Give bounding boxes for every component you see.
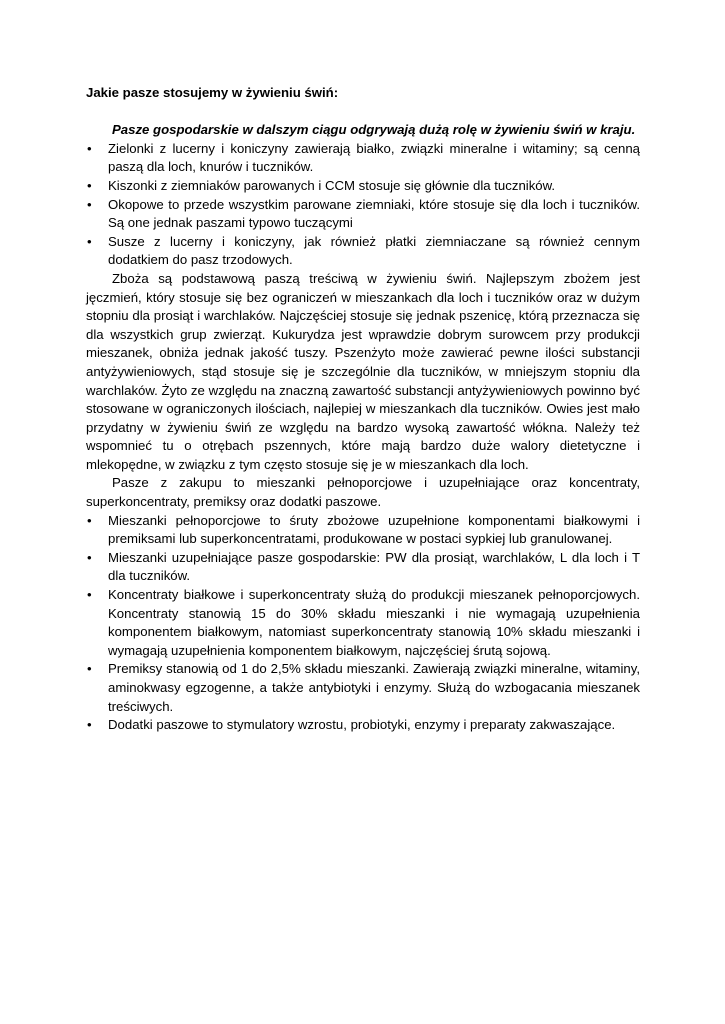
list-item: • Susze z lucerny i koniczyny, jak również płatki ziemniaczane są również cennym dodatkiem do pasz trzodowych. (86, 233, 640, 270)
grains-paragraph: Zboża są podstawową paszą treściwą w żywieniu świń. Najlepszym zbożem jest jęczmień, który stosuje się bez ograniczeń w mieszankach dla loch i tuczników oraz w dużym stopniu dla prosiąt i warchlaków. Najczęściej stosuje się jednak pszenicę, którą przeznacza się dla wszystkich grup zwierząt. Kukurydza jest wprawdzie dobrym surowcem przy produkcji mieszanek, obniża jednak jakość tuszy. Pszenżyto może zawierać pewne ilości substancji antyżywieniowych, stąd stosuje się je szczególnie dla tuczników, w mniejszym stopniu dla warchlaków. Żyto ze względu na znaczną zawartość substancji antyżywieniowych powinno być stosowane w ograniczonych ilościach, najlepiej w mieszankach dla tuczników. Owies jest mało przydatny w żywieniu świń ze względu na bardzo wysoką zawartość włókna. Należy też wspomnieć tu o otrębach pszennych, które mają bardzo duże walory dietetyczne i mlekopędne, w związku z tym często stosuje się je w mieszankach dla loch. (86, 270, 640, 472)
list-item: • Okopowe to przede wszystkim parowane ziemniaki, które stosuje się dla loch i tuczników. Są one jednak paszami typowo tuczącymi (86, 196, 640, 233)
list-item: • Kiszonki z ziemniaków parowanych i CCM stosuje się głównie dla tuczników. (86, 177, 640, 196)
purchased-feeds-list (86, 512, 640, 735)
list-item: • Mieszanki uzupełniające pasze gospodarskie: PW dla prosiąt, warchlaków, L dla loch i T dla tuczników. (86, 549, 640, 586)
farm-feeds-list (86, 140, 640, 270)
list-item: • Koncentraty białkowe i superkoncentraty służą do produkcji mieszanek pełnoporcjowych. Koncentraty stanowią 15 do 30% składu mieszanki i nie wymagają uzupełnienia komponentem białkowym, natomiast superkoncentraty stanowią 10% składu mieszanki i wymagają uzupełnienia komponentem białkowym, najczęściej śrutą sojową. (86, 586, 640, 660)
list-item: • Zielonki z lucerny i koniczyny zawierają białko, związki mineralne i witaminy; są cenną paszą dla loch, knurów i tuczników. (86, 140, 640, 177)
purchased-feeds-paragraph: Pasze z zakupu to mieszanki pełnoporcjowe i uzupełniające oraz koncentraty, superkoncentraty, premiksy oraz dodatki paszowe. (86, 475, 640, 510)
list-item: • Dodatki paszowe to stymulatory wzrostu, probiotyki, enzymy i preparaty zakwaszające. (86, 716, 640, 735)
list-item: • Mieszanki pełnoporcjowe to śruty zbożowe uzupełnione komponentami białkowymi i premiksami lub superkoncentratami, produkowane w postaci sypkiej lub granulowanej. (86, 512, 640, 549)
list-item: • Premiksy stanowią od 1 do 2,5% składu mieszanki. Zawierają związki mineralne, witaminy, aminokwasy egzogenne, a także antybiotyki i enzymy. Służą do wzbogacania mieszanek treściwych. (86, 660, 640, 716)
document-page (86, 84, 640, 735)
lead-paragraph: Pasze gospodarskie w dalszym ciągu odgrywają dużą rolę w żywieniu świń w kraju. (112, 122, 636, 138)
document-title: Jakie pasze stosujemy w żywieniu świń: (86, 85, 339, 100)
